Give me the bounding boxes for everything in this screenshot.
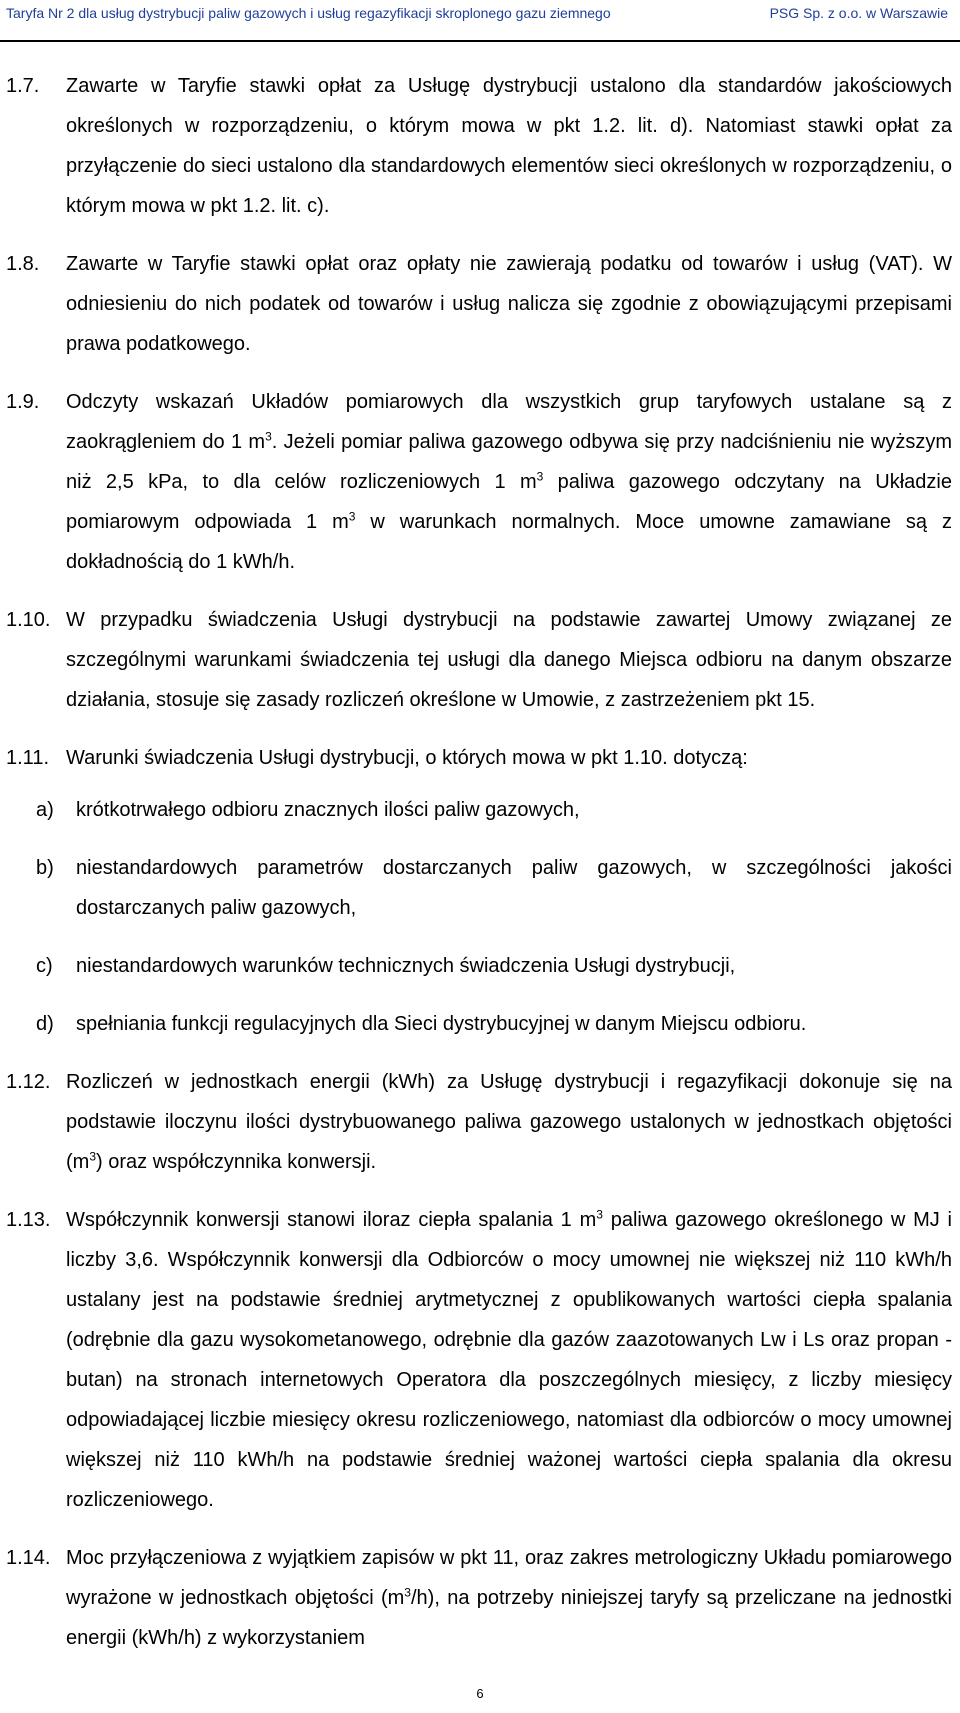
list-item-b — [6, 848, 952, 928]
text-part: Moc przyłączeniowa z wyjątkiem zapisów w pkt 11, oraz zakres metrologiczny Układu pomiarowego wyrażone w jednostkach objętości (m — [66, 1547, 952, 1609]
superscript: 3 — [265, 429, 272, 444]
document-body — [6, 66, 952, 1676]
text-part: Rozliczeń w jednostkach energii (kWh) za Usługę dystrybucji i regazyfikacji dokonuje się na podstawie iloczynu ilości dystrybuowanego paliwa gazowego ustalonych w jednostkach objętości (m — [66, 1071, 952, 1173]
list-text: spełniania funkcji regulacyjnych dla Sieci dystrybucyjnej w danym Miejscu odbioru. — [76, 1013, 807, 1035]
text-part: Odczyty wskazań Układów pomiarowych dla wszystkich grup taryfowych ustalane są z zaokrągleniem do 1 m — [66, 391, 952, 453]
section-text: Zawarte w Taryfie stawki opłat za Usługę dystrybucji ustalono dla standardów jakościowych określonych w rozporządzeniu, o którym mowa w pkt 1.2. lit. d). Natomiast stawki opłat za przyłączenie do sieci ustalono dla standardowych elementów sieci określonych w rozporządzeniu, o którym mowa w pkt 1.2. lit. c). — [66, 75, 952, 217]
superscript: 3 — [348, 509, 356, 524]
list-item-a — [6, 790, 952, 830]
superscript: 3 — [536, 469, 544, 484]
section-1-14 — [6, 1538, 952, 1658]
list-letter: d) — [36, 1013, 54, 1035]
section-number: 1.11. — [6, 747, 49, 769]
section-text — [66, 1200, 952, 1520]
list-item-d — [6, 1004, 952, 1044]
section-text — [66, 1538, 952, 1658]
text-part: paliwa gazowego określonego w MJ i liczby 3,6. Współczynnik konwersji dla Odbiorców o mocy umownej nie większej niż 110 kWh/h ustalany jest na podstawie średniej arytmetycznej z opublikowanych wartości ciepła spalania (odrębnie dla gazu wysokometanowego, odrębnie dla gazów zaazotowanych Lw i Ls oraz propan -butan) na stronach internetowych Operatora dla poszczególnych miesięcy, z liczby miesięcy odpowiadającej liczbie miesięcy okresu rozliczeniowego, natomiast dla odbiorców o mocy umownej większej niż 110 kWh/h na podstawie średniej ważonej wartości ciepła spalania dla okresu rozliczeniowego. — [66, 1209, 952, 1511]
list-letter: b) — [36, 857, 54, 879]
section-1-12 — [6, 1062, 952, 1182]
text-part: /h), na potrzeby niniejszej taryfy są przeliczane na jednostki energii (kWh/h) z wykorzystaniem — [66, 1587, 952, 1649]
section-number: 1.14. — [6, 1547, 51, 1569]
page-number: 6 — [476, 1686, 484, 1701]
header-title: Taryfa Nr 2 dla usług dystrybucji paliw gazowych i usług regazyfikacji skroplonego gazu ziemnego — [6, 5, 611, 21]
header-company: PSG Sp. z o.o. w Warszawie — [769, 5, 948, 21]
superscript: 3 — [89, 1149, 97, 1164]
section-text: Zawarte w Taryfie stawki opłat oraz opłaty nie zawierają podatku od towarów i usług (VAT). W odniesieniu do nich podatek od towarów i usług nalicza się zgodnie z obowiązującymi przepisami prawa podatkowego. — [66, 253, 952, 355]
section-text: Warunki świadczenia Usługi dystrybucji, o których mowa w pkt 1.10. dotyczą: — [66, 747, 748, 769]
superscript: 3 — [596, 1207, 603, 1222]
section-1-11 — [6, 738, 952, 778]
list-letter: c) — [36, 955, 53, 977]
section-1-7 — [6, 66, 952, 226]
section-1-13 — [6, 1200, 952, 1520]
text-part: Współczynnik konwersji stanowi iloraz ciepła spalania 1 m — [66, 1209, 597, 1231]
list-item-c — [6, 946, 952, 986]
section-number: 1.10. — [6, 609, 51, 631]
section-text: W przypadku świadczenia Usługi dystrybucji na podstawie zawartej Umowy związanej ze szczególnymi warunkami świadczenia tej usługi dla danego Miejsca odbioru na danym obszarze działania, stosuje się zasady rozliczeń określone w Umowie, z zastrzeżeniem pkt 15. — [66, 609, 952, 711]
section-number: 1.8. — [6, 253, 40, 275]
list-text: niestandardowych parametrów dostarczanych paliw gazowych, w szczególności jakości dostarczanych paliw gazowych, — [76, 857, 952, 919]
section-text — [66, 1062, 952, 1182]
list-text: niestandardowych warunków technicznych świadczenia Usługi dystrybucji, — [76, 955, 736, 977]
list-text: krótkotrwałego odbioru znacznych ilości paliw gazowych, — [76, 799, 580, 821]
text-part: w warunkach normalnych. Moce umowne zamawiane są z dokładnością do 1 kWh/h. — [66, 511, 952, 573]
section-number: 1.7. — [6, 75, 40, 97]
page-header — [0, 0, 960, 30]
header-divider — [0, 40, 960, 42]
list-letter: a) — [36, 799, 54, 821]
section-1-10 — [6, 600, 952, 720]
section-number: 1.9. — [6, 391, 40, 413]
section-text — [66, 382, 952, 582]
text-part: paliwa gazowego odczytany na Układzie pomiarowym odpowiada 1 m — [66, 471, 952, 533]
section-1-9 — [6, 382, 952, 582]
text-part: . Jeżeli pomiar paliwa gazowego odbywa się przy nadciśnieniu nie wyższym niż 2,5 kPa, to dla celów rozliczeniowych 1 m — [66, 431, 952, 493]
text-part: ) oraz współczynnika konwersji. — [96, 1151, 377, 1173]
section-number: 1.13. — [6, 1209, 51, 1231]
section-1-8 — [6, 244, 952, 364]
section-number: 1.12. — [6, 1071, 51, 1093]
superscript: 3 — [404, 1585, 411, 1600]
